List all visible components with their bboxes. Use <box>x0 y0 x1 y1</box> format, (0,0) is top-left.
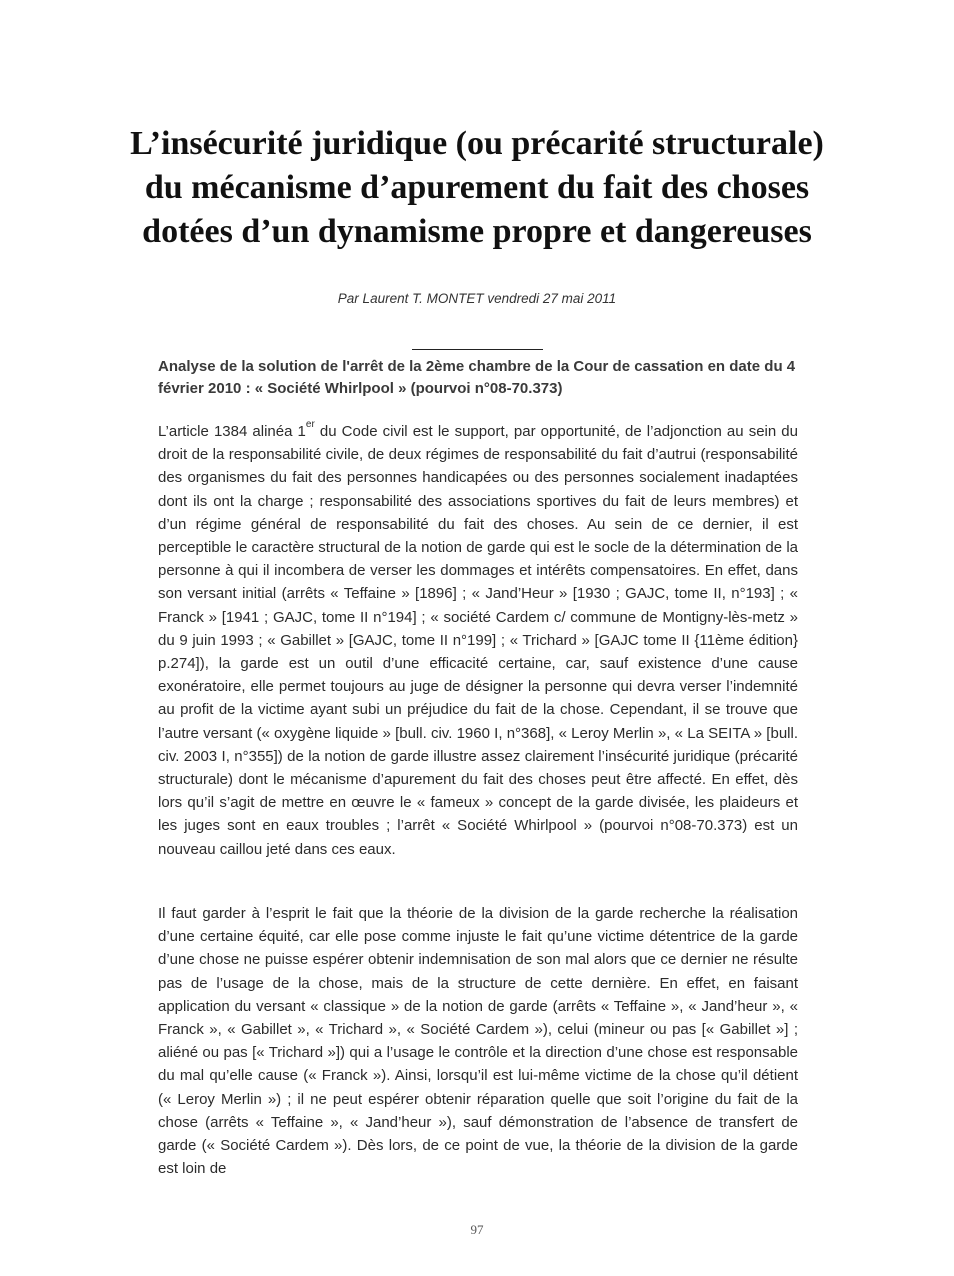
author-byline: Par Laurent T. MONTET vendredi 27 mai 2011 <box>337 291 617 306</box>
paragraph-1-rest: du Code civil est le support, par opportunité, de l’adjonction au sein du droit de la responsabilité civile, de deux régimes de responsabilité du fait d’autrui (responsabilité des organismes du fait des personnes handicapées ou des personnes socialement inadaptées dont ils ont la charge ; responsabilité des associations sportives du fait de leurs membres) et d’un régime général de responsabilité du fait des choses. Au sein de ce dernier, il est perceptible le caractère structural de la notion de garde qui est le socle de la détermination de la personne à qui il incombera de verser les dommages et intérêts compensatoires. En effet, dans son versant initial (arrêts « Teffaine » [1896] ; « Jand’Heur » [1930 ; GAJC, tome II, n°193] ; « Franck » [1941 ; GAJC, tome II n°194] ; « société Cardem c/ commune de Montigny-lès-metz » du 9 juin 1993 ; « Gabillet » [GAJC, tome II n°199] ; « Trichard » [GAJC tome II {11ème édition} p.274]), la garde est un outil d’une efficacité certaine, car, sauf existence d’une cause exonératoire, elle permet toujours au juge de désigner la personne qui devra verser l’indemnité au profit de la victime ayant subi un préjudice du fait de la chose. Cependant, il se trouve que l’autre versant (« oxygène liquide » [bull. civ. 1960 I, n°368], « Leroy Merlin », « La SEITA » [bull. civ. 2003 I, n°355]) de la notion de garde illustre assez clairement l’insécurité juridique (précarité structurale) dont le mécanisme d’apurement du fait des choses peut être affecté. En effet, dès lors qu’il s’agit de mettre en œuvre le « fameux » concept de la garde divisée, les plaideurs et les juges sont en eaux troubles ; l’arrêt « Société Whirlpool » (pourvoi n°08-70.373) est un nouveau caillou jeté dans ces eaux. <box>158 423 798 858</box>
superscript-er: er <box>305 419 315 430</box>
article-title: L’insécurité juridique (ou précarité structurale) du mécanisme d’apurement du fait des choses dotées d’un dynamisme propre et dangereuses <box>130 125 824 250</box>
page-number: 97 <box>470 1222 484 1237</box>
body-paragraph-2: Il faut garder à l’esprit le fait que la théorie de la division de la garde recherche la réalisation d’une certaine équité, car elle pose comme injuste le fait qu’une victime détentrice de la garde d’une chose ne puisse espérer obtenir indemnisation de son mal alors que ce dernier ne résulte pas de l’usage de la chose, mais de la structure de cette dernière. En effet, en faisant application du versant « classique » de la notion de garde (arrêts « Teffaine », « Jand’heur », « Franck », « Gabillet », « Trichard », « Société Cardem »), celui (mineur ou pas [« Gabillet »] ; aliéné ou pas [« Trichard »]) qui a l’usage le contrôle et la direction d’une chose est responsable du mal qu’elle cause (« Franck »). Ainsi, lorsqu’il est lui-même victime de la chose qu’il détient (« Leroy Merlin ») ; il ne peut espérer obtenir réparation quelle que soit l’origine du fait de la chose (arrêts « Teffaine », « Jand’heur »), sauf démonstration de l’absence de transfert de garde (« Société Cardem »). Dès lors, de ce point de vue, la théorie de la division de la garde est loin de <box>158 905 798 1178</box>
lead-paragraph: Analyse de la solution de l'arrêt de la 2ème chambre de la Cour de cassation en date du 4 février 2010 : « Société Whirlpool » (pourvoi n°08-70.373) <box>158 358 796 397</box>
title-divider <box>412 349 543 350</box>
paragraph-1-start: L’article 1384 alinéa 1 <box>158 423 306 440</box>
body-paragraph-1 <box>158 420 798 861</box>
